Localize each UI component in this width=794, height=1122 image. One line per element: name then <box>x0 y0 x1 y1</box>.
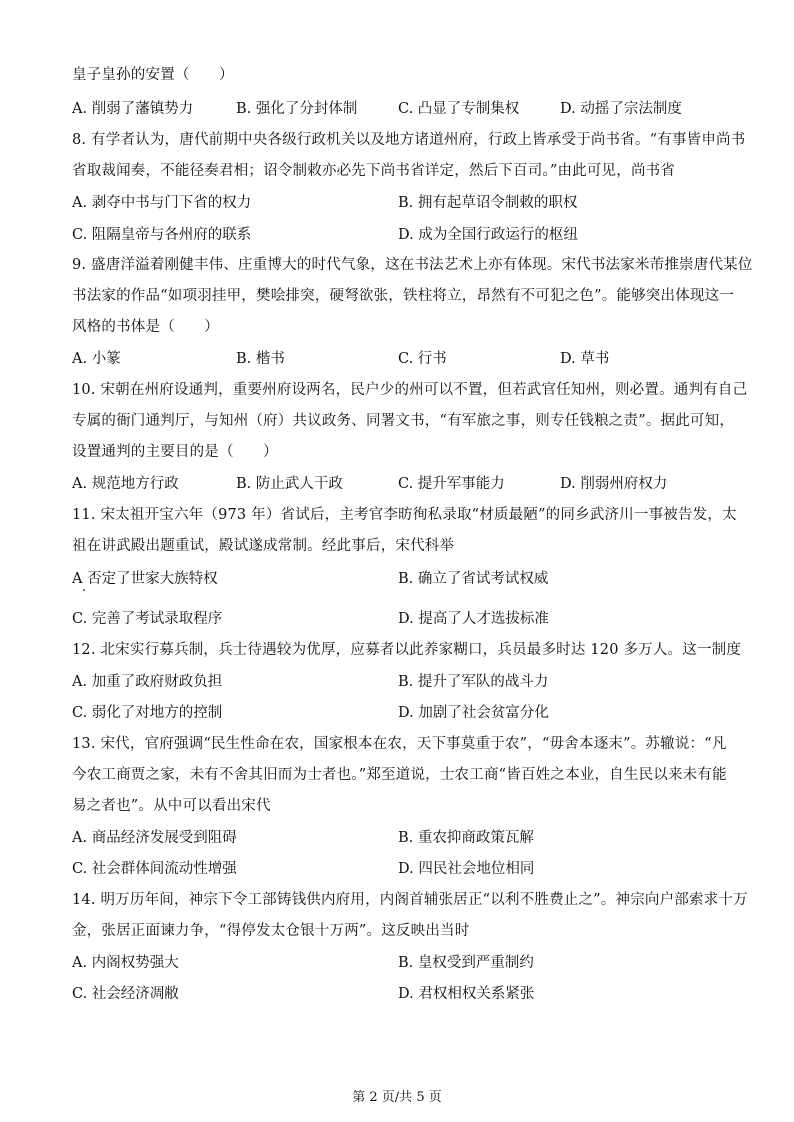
q10-option-d[interactable]: D. 削弱州府权力 <box>560 476 668 492</box>
q13-option-d[interactable]: D. 四民社会地位相同 <box>398 861 535 877</box>
q9-option-d[interactable]: D. 草书 <box>560 351 610 367</box>
q9-option-b[interactable]: B. 楷书 <box>236 351 285 367</box>
q12-option-d[interactable]: D. 加剧了社会贫富分化 <box>398 705 549 721</box>
q9-option-a[interactable]: A. 小篆 <box>72 351 121 367</box>
q7-option-d[interactable]: D. 动摇了宗法制度 <box>560 101 682 117</box>
q11-stem-line-2: 祖在讲武殿出题重试，殿试遂成常制。经此事后，宋代科举 <box>72 538 455 554</box>
q7-option-a[interactable]: A. 削弱了藩镇势力 <box>72 101 194 117</box>
q11-stem-line-1: 11. 宋太祖开宝六年（973 年）省试后，主考官李昉徇私录取“材质最陋”的同乡武济川一事被告发，太 <box>72 507 737 523</box>
q14-stem-line-1: 14. 明万历年间，神宗下令工部铸钱供内府用，内阁首辅张居正“以利不胜费止之”。神宗向户部索求十万 <box>72 892 748 908</box>
q8-option-a[interactable]: A. 剥夺中书与门下省的权力 <box>72 195 252 211</box>
q12-option-c[interactable]: C. 弱化了对地方的控制 <box>72 705 223 721</box>
q8-option-b[interactable]: B. 拥有起草诏令制敕的职权 <box>398 195 578 211</box>
q13-option-a[interactable]: A. 商品经济发展受到阻碍 <box>72 830 237 846</box>
q13-stem-line-2: 今农工商贾之家，未有不舍其旧而为士者也。”郑至道说，士农工商“皆百姓之本业，自生民以来未有能 <box>72 767 727 783</box>
q8-option-c[interactable]: C. 阻隔皇帝与各州府的联系 <box>72 227 252 243</box>
page-number-footer: 第 2 页/共 5 页 <box>352 1090 442 1105</box>
q14-option-b[interactable]: B. 皇权受到严重制约 <box>398 955 534 971</box>
q11-option-c[interactable]: C. 完善了考试录取程序 <box>72 611 223 627</box>
q10-stem-line-1: 10. 宋朝在州府设通判，重要州府设两名，民户少的州可以不置，但若武官任知州，则必置。通判有自己 <box>72 382 748 398</box>
q8-stem-line-1: 8. 有学者认为，唐代前期中央各级行政机关以及地方诸道州府，行政上皆承受于尚书省。“有事皆申尚书 <box>72 132 746 148</box>
q9-stem-line-1: 9. 盛唐洋溢着刚健丰伟、庄重博大的时代气象，这在书法艺术上亦有体现。宋代书法家米芾推崇唐代某位 <box>72 257 753 273</box>
q14-option-c[interactable]: C. 社会经济凋敝 <box>72 986 179 1002</box>
q12-stem-line-1: 12. 北宋实行募兵制，兵士待遇较为优厚，应募者以此养家糊口，兵员最多时达 120 多万人。这一制度 <box>72 642 742 658</box>
q7-option-b[interactable]: B. 强化了分封体制 <box>236 101 358 117</box>
q8-stem-line-2: 省取裁闻奏，不能径奏君相；诏令制敕亦必先下尚书省详定，然后下百司。”由此可见，尚书省 <box>72 163 676 179</box>
q13-option-c[interactable]: C. 社会群体间流动性增强 <box>72 861 237 877</box>
q10-option-b[interactable]: B. 防止武人干政 <box>236 476 343 492</box>
q14-stem-line-2: 金，张居正面谏力争，“得停发太仓银十万两”。这反映出当时 <box>72 923 470 939</box>
q12-option-a[interactable]: A. 加重了政府财政负担 <box>72 674 223 690</box>
q14-option-a[interactable]: A. 内阁权势强大 <box>72 955 179 971</box>
q10-option-c[interactable]: C. 提升军事能力 <box>398 476 505 492</box>
q11-option-a[interactable]: A 否定了世家大族特权 <box>72 571 218 587</box>
q11-option-b[interactable]: B. 确立了省试考试权威 <box>398 571 549 587</box>
q9-stem-line-2: 书法家的作品“如项羽挂甲，樊哙排突，硬弩欲张，铁柱将立，昂然有不可犯之色”。能够突出体现这一 <box>72 288 735 304</box>
q9-option-c[interactable]: C. 行书 <box>398 351 447 367</box>
q10-stem-line-3: 设置通判的主要目的是（ ） <box>72 444 278 460</box>
q13-stem-line-3: 易之者也”。从中可以看出宋代 <box>72 798 271 814</box>
stray-dot <box>83 589 85 591</box>
q8-option-d[interactable]: D. 成为全国行政运行的枢纽 <box>398 227 578 243</box>
q9-stem-line-3: 风格的书体是（ ） <box>72 319 219 335</box>
q7-option-c[interactable]: C. 凸显了专制集权 <box>398 101 520 117</box>
q10-stem-line-2: 专属的衙门通判厅，与知州（府）共议政务、同署文书，“有军旅之事，则专任钱粮之责”。据此可知， <box>72 413 735 429</box>
q13-stem-line-1: 13. 宋代，官府强调“民生性命在农，国家根本在农，天下事莫重于农”，“毋舍本逐末”。苏辙说：“凡 <box>72 736 727 752</box>
q13-option-b[interactable]: B. 重农抑商政策瓦解 <box>398 830 534 846</box>
q11-option-d[interactable]: D. 提高了人才选拔标准 <box>398 611 549 627</box>
q7-stem: 皇子皇孙的安置（ ） <box>72 67 234 83</box>
q12-option-b[interactable]: B. 提升了军队的战斗力 <box>398 674 549 690</box>
q10-option-a[interactable]: A. 规范地方行政 <box>72 476 179 492</box>
q14-option-d[interactable]: D. 君权相权关系紧张 <box>398 986 535 1002</box>
